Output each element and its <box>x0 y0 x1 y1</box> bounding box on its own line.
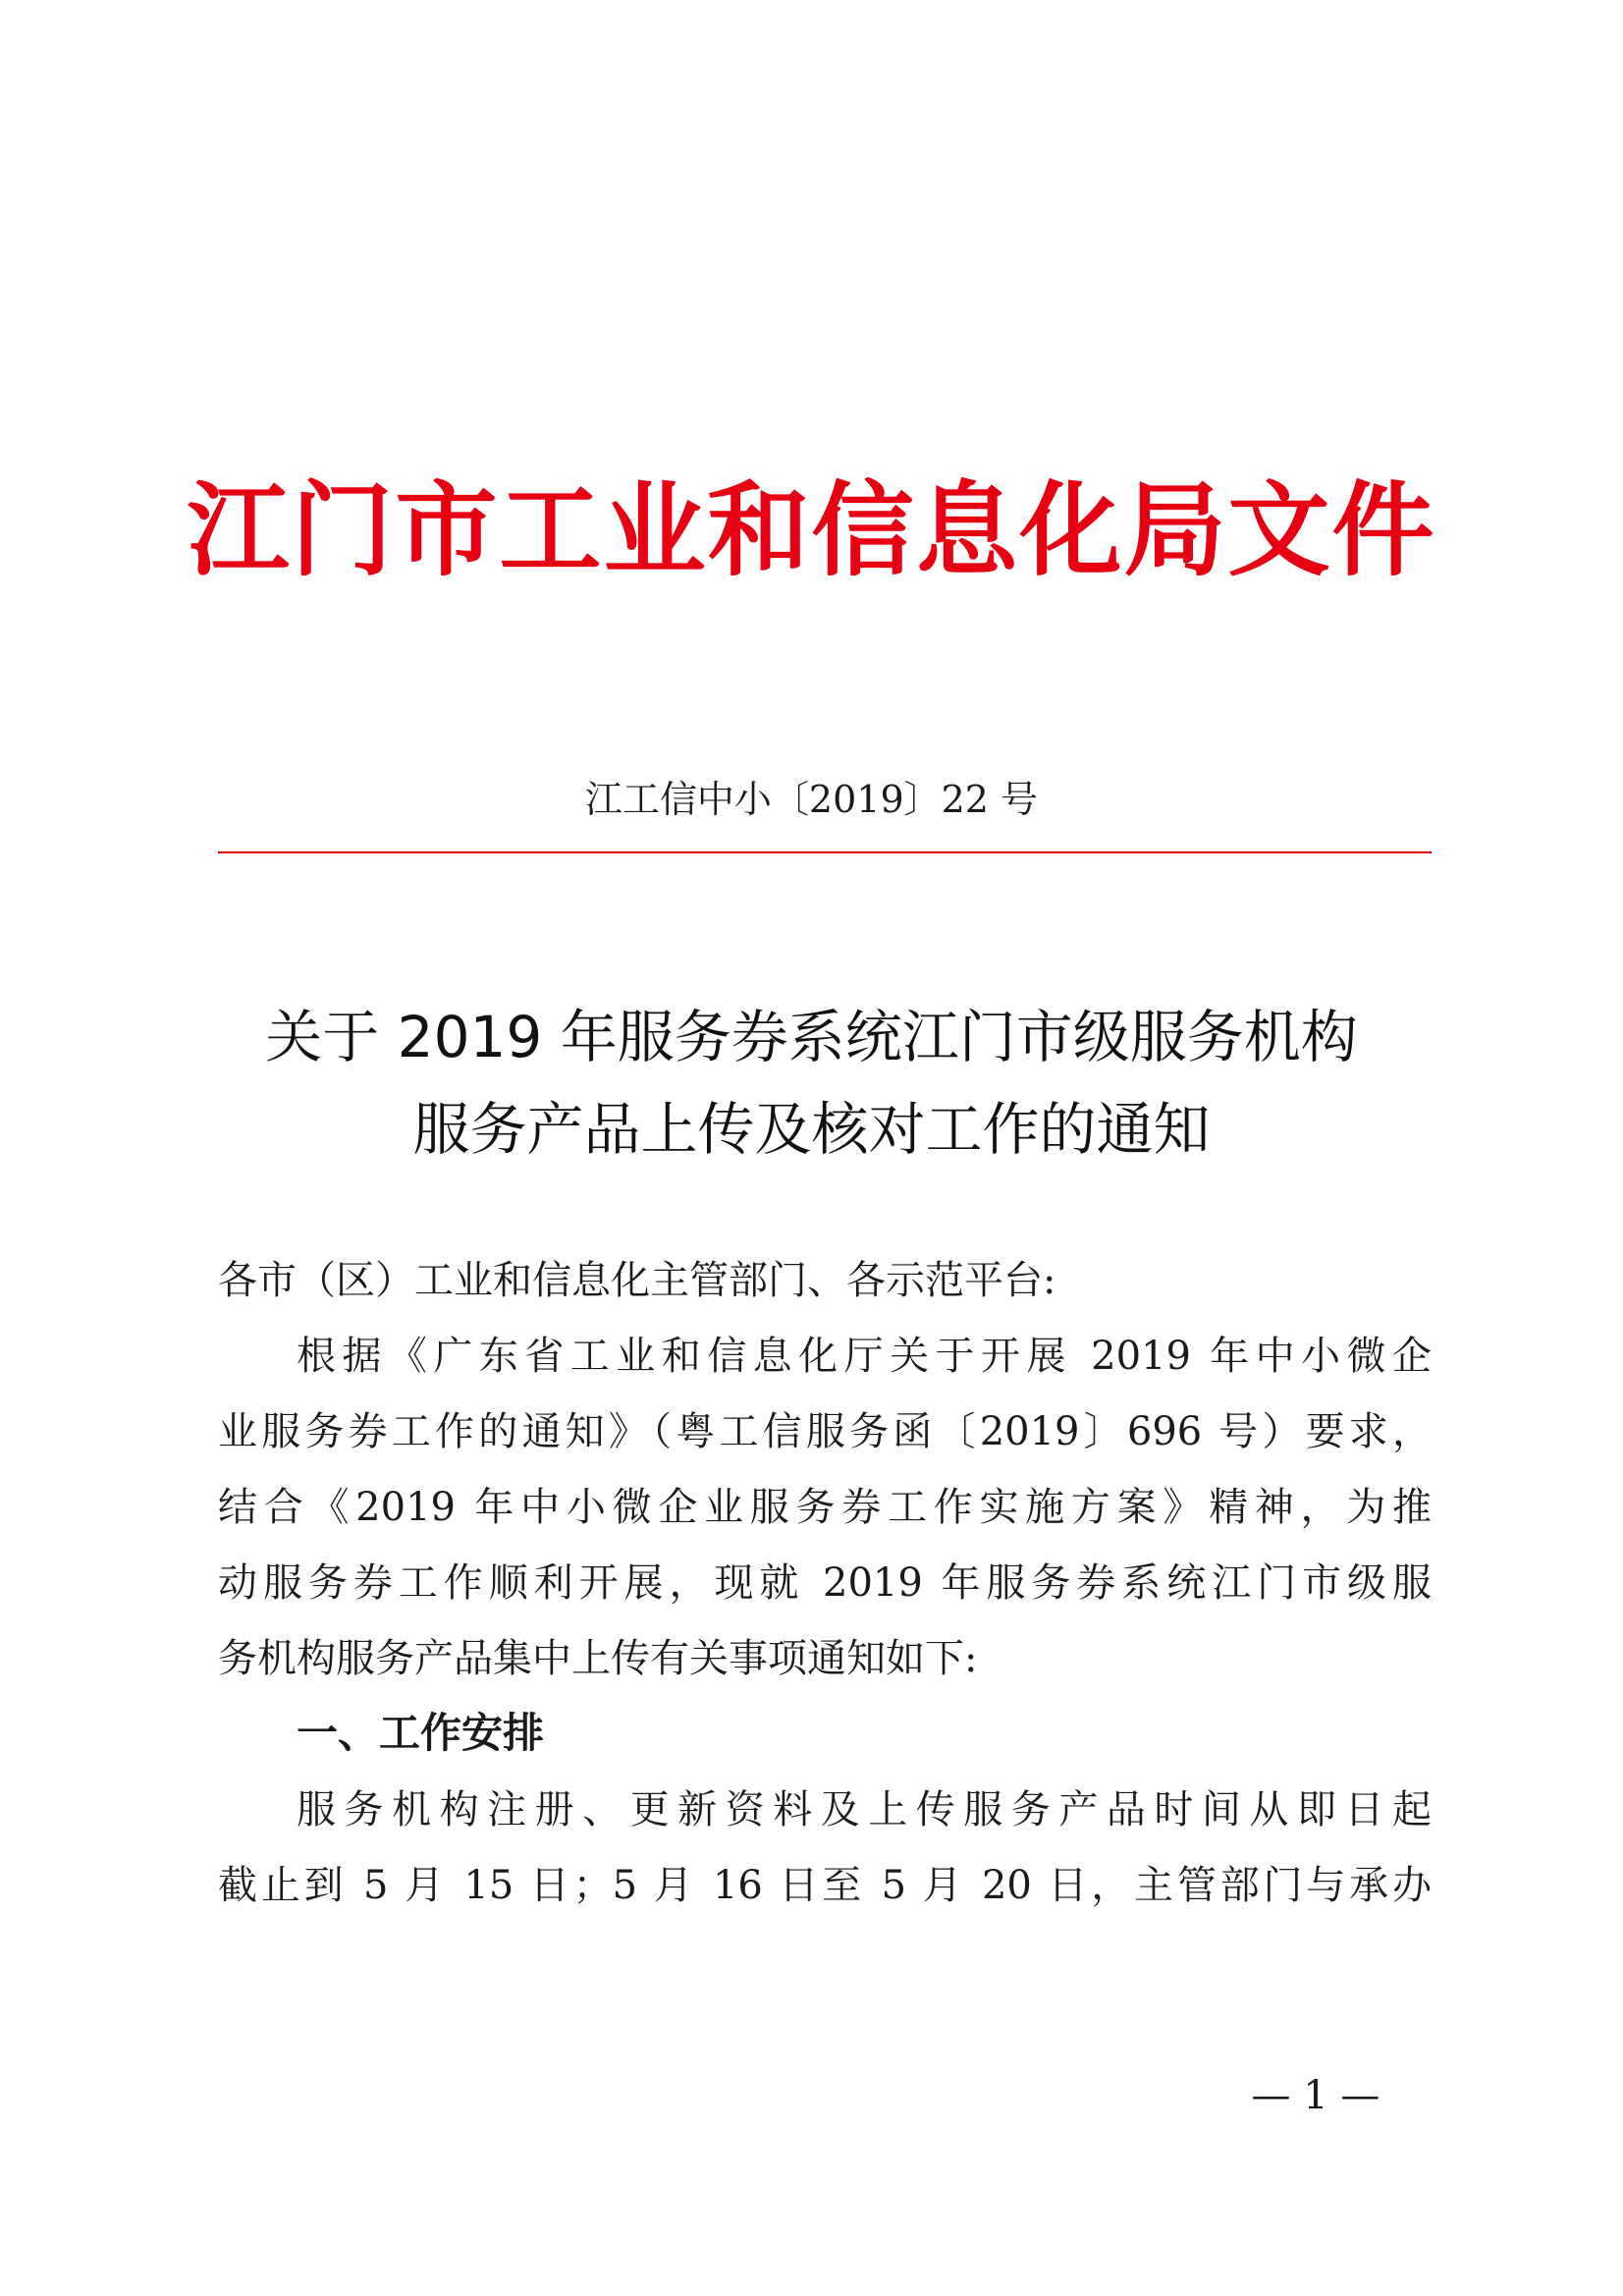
paragraph-2-line-1: 服务机构注册、更新资料及上传服务产品时间从即日起 <box>297 1787 1432 1832</box>
section-heading-work-arrangement: 一、工作安排 <box>297 1709 545 1757</box>
paragraph-1-line-2: 业服务券工作的通知》（粤工信服务函〔2019〕696 号）要求， <box>218 1409 1432 1454</box>
red-divider-line <box>218 851 1432 853</box>
paragraph-2-line-2: 截止到 5 月 15 日；5 月 16 日至 5 月 20 日，主管部门与承办 <box>218 1863 1432 1908</box>
issuer-title: 江门市工业和信息化局文件 <box>187 470 1436 590</box>
paragraph-1-line-3: 结合《2019 年中小微企业服务券工作实施方案》精神，为推 <box>218 1485 1432 1530</box>
paragraph-1-line-1: 根据《广东省工业和信息化厅关于开展 2019 年中小微企 <box>297 1334 1432 1379</box>
notice-title-line-1: 关于 2019 年服务券系统江门市级服务机构 <box>265 1004 1358 1070</box>
page-number: — 1 — <box>1251 2073 1380 2118</box>
notice-title-line-2: 服务产品上传及核对工作的通知 <box>412 1096 1211 1163</box>
document-number: 江工信中小〔2019〕22 号 <box>584 778 1039 821</box>
paragraph-1-line-5: 务机构服务产品集中上传有关事项通知如下: <box>218 1636 978 1681</box>
salutation: 各市（区）工业和信息化主管部门、各示范平台: <box>218 1258 1056 1303</box>
paragraph-1-line-4: 动服务券工作顺利开展，现就 2019 年服务券系统江门市级服 <box>218 1560 1432 1606</box>
